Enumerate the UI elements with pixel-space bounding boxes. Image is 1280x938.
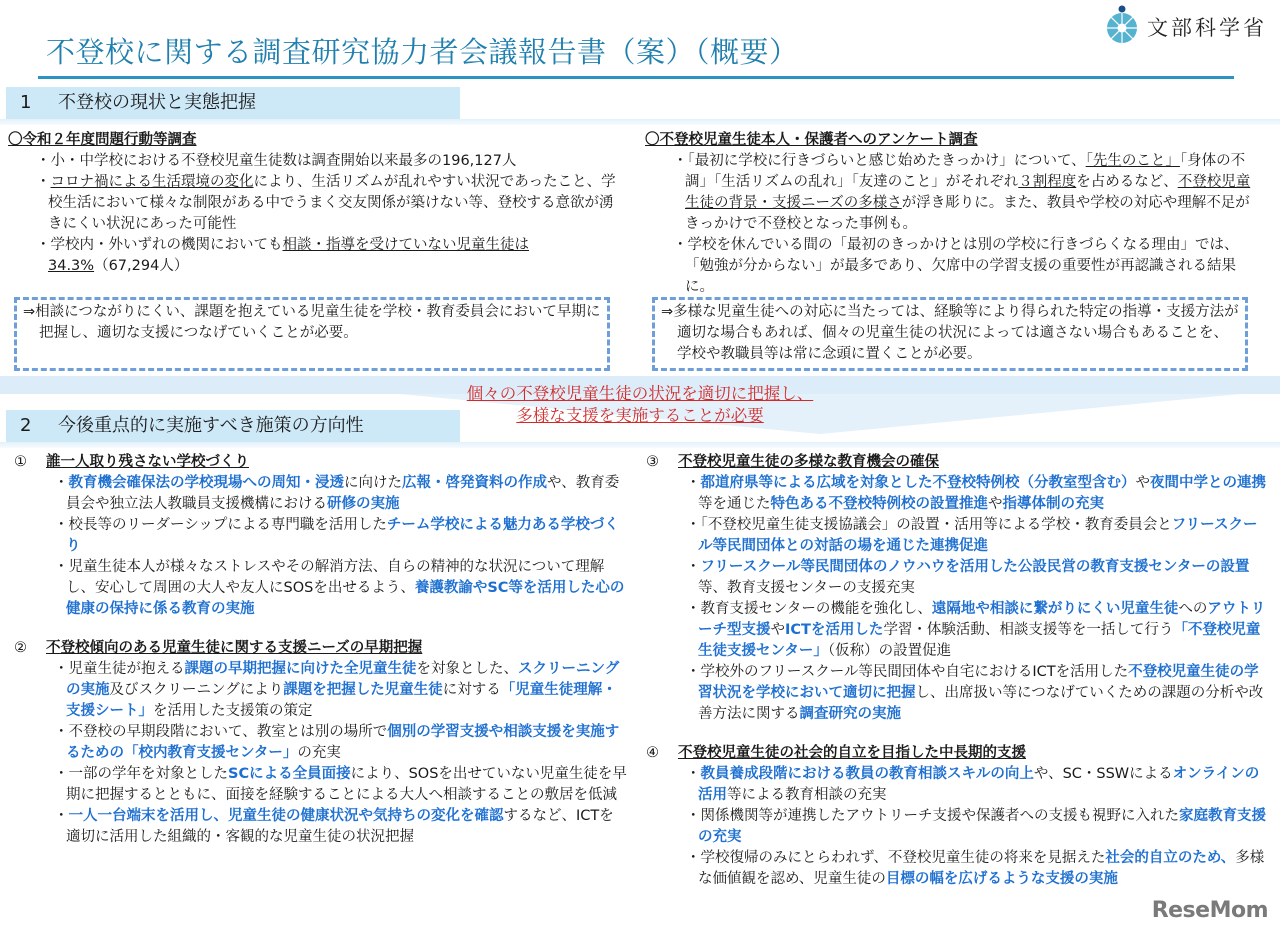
policy-left-column <box>8 452 628 848</box>
section-2-band <box>0 442 1280 448</box>
survey-left-bullet: ・小・中学校における不登校児童生徒数は調査開始以来最多の196,127人 <box>36 153 517 169</box>
section-2-number: 2 <box>20 415 32 436</box>
policy-bullet: ・児童生徒本人が様々なストレスやその解消方法、自らの精神的な状況について理解し、安心して周囲の大人や友人にSOSを出せるよう、養護教諭やSC等を活用した心の健康の保持に係る教育の実施 <box>54 559 625 617</box>
left-conclusion-box <box>14 297 610 371</box>
section-1-title: 不登校の現状と実態把握 <box>58 92 256 113</box>
mext-logo <box>1105 10 1267 44</box>
policy-item-heading: ④ 不登校児童生徒の社会的自立を目指した中長期的支援 <box>646 745 1026 761</box>
survey-left-title: 〇令和２年度問題行動等調査 <box>8 132 197 148</box>
policy-bullet: ・都道府県等による広域を対象とした不登校特例校（分教室型含む）や夜間中学との連携等を通じた特色ある不登校特例校の設置推進や指導体制の充実 <box>686 475 1266 512</box>
policy-bullet: ・教育支援センターの機能を強化し、遠隔地や相談に繋がりにくい児童生徒へのアウトリーチ型支援やICTを活用した学習・体験活動、相談支援等を一括して行う「不登校児童生徒支援センター」（仮称）の設置促進 <box>686 601 1266 659</box>
policy-item-heading: ① 誰一人取り残さない学校づくり <box>14 454 249 470</box>
survey-right-title: 〇不登校児童生徒本人・保護者へのアンケート調査 <box>645 132 978 148</box>
section-1-number: 1 <box>20 92 32 113</box>
survey-left-bullet: ・学校内・外いずれの機関においても相談・指導を受けていない児童生徒は34.3%（67,294人） <box>36 237 529 274</box>
right-conclusion-box <box>652 297 1248 371</box>
policy-bullet: ・校長等のリーダーシップによる専門職を活用したチーム学校による魅力ある学校づくり <box>54 517 619 554</box>
policy-bullet: ・学校外のフリースクール等民間団体や自宅におけるICTを活用した不登校児童生徒の学習状況を学校において適切に把握し、出席扱い等につなげていくための課題の分析や改善方法に関する調査研究の実施 <box>686 664 1264 722</box>
survey-right-bullet: ・「最初に学校に行きづらいと感じ始めたきっかけ」について、「先生のこと」「身体の不調」「生活リズムの乱れ」「友達のこと」がそれぞれ３割程度を占めるなど、不登校児童生徒の背景・支援ニーズの多様さが浮き彫りに。また、教員や学校の対応や理解不足がきっかけで不登校となった事例も。 <box>673 153 1251 232</box>
section-2-header <box>6 410 460 442</box>
mext-emblem-icon <box>1105 10 1139 44</box>
policy-bullet: ・一人一台端末を活用し、児童生徒の健康状況や気持ちの変化を確認するなど、ICTを適切に活用した組織的・客観的な児童生徒の状況把握 <box>54 808 614 845</box>
resemom-watermark: ReseMom <box>1151 898 1268 923</box>
page-title: 不登校に関する調査研究協力者会議報告書（案）（概要） <box>46 35 799 69</box>
callout-message: 個々の不登校児童生徒の状況を適切に把握し、 多様な支援を実施することが必要 <box>466 384 814 425</box>
policy-bullet: ・学校復帰のみにとらわれず、不登校児童生徒の将来を見据えた社会的自立のため、多様な価値観を認め、児童生徒の目標の幅を広げるような支援の実施 <box>686 850 1265 887</box>
policy-bullet: ・教員養成段階における教員の教育相談スキルの向上や、SC・SSWによるオンラインの活用等による教育相談の充実 <box>686 766 1260 803</box>
section-1-band <box>0 119 1280 125</box>
survey-right-column <box>645 130 1255 298</box>
survey-left-bullet: ・コロナ禍による生活環境の変化により、生活リズムが乱れやすい状況であったこと、学校生活において様々な制限がある中でうまく交友関係が築けない等、登校する意欲が湧きにくい状況にあった可能性 <box>36 174 616 232</box>
title-underline <box>38 76 1234 79</box>
policy-bullet: ・「不登校児童生徒支援協議会」の設置・活用等による学校・教育委員会とフリースクール等民間団体との対話の場を通じた連携促進 <box>686 517 1258 554</box>
section-2-title: 今後重点的に実施すべき施策の方向性 <box>58 415 364 436</box>
policy-bullet: ・児童生徒が抱える課題の早期把握に向けた全児童生徒を対象とした、スクリーニングの実施及びスクリーニングにより課題を把握した児童生徒に対する「児童生徒理解・支援シート」を活用した支援策の策定 <box>54 661 620 719</box>
logo-text: 文部科学省 <box>1147 16 1267 40</box>
policy-bullet: ・不登校の早期段階において、教室とは別の場所で個別の学習支援や相談支援を実施するための「校内教育支援センター」の充実 <box>54 724 620 761</box>
section-1-header <box>6 87 460 119</box>
policy-bullet: ・関係機関等が連携したアウトリーチ支援や保護者への支援も視野に入れた家庭教育支援の充実 <box>686 808 1266 845</box>
policy-item-heading: ② 不登校傾向のある児童生徒に関する支援ニーズの早期把握 <box>14 640 423 656</box>
policy-bullet: ・フリースクール等民間団体のノウハウを活用した公設民営の教育支援センターの設置等、教育支援センターの支援充実 <box>686 559 1250 596</box>
policy-bullet: ・一部の学年を対象としたSCによる全員面接により、SOSを出せていない児童生徒を早期に把握するとともに、面接を経験することによる大人へ相談することの敷居を低減 <box>54 766 627 803</box>
policy-right-column <box>640 452 1270 890</box>
survey-right-bullet: ・学校を休んでいる間の「最初のきっかけとは別の学校に行きづらくなる理由」では、「勉強が分からない」が最多であり、欠席中の学習支援の重要性が再認識される結果に。 <box>673 237 1239 295</box>
policy-bullet: ・教育機会確保法の学校現場への周知・浸透に向けた広報・啓発資料の作成や、教育委員会や独立法人教職員支援機構における研修の実施 <box>54 475 620 512</box>
left-conclusion-text: ⇒相談につながりにくい、課題を抱えている児童生徒を学校・教育委員会において早期に把握し、適切な支援につなげていくことが必要。 <box>23 304 601 341</box>
policy-item-heading: ③ 不登校児童生徒の多様な教育機会の確保 <box>646 454 939 470</box>
right-conclusion-text: ⇒多様な児童生徒への対応に当たっては、経験等により得られた特定の指導・支援方法が適切な場合もあれば、個々の児童生徒の状況によっては適さない場合もあることを、学校や教職員等は常に念頭に置くことが必要。 <box>661 304 1239 362</box>
survey-left-column <box>8 130 618 277</box>
